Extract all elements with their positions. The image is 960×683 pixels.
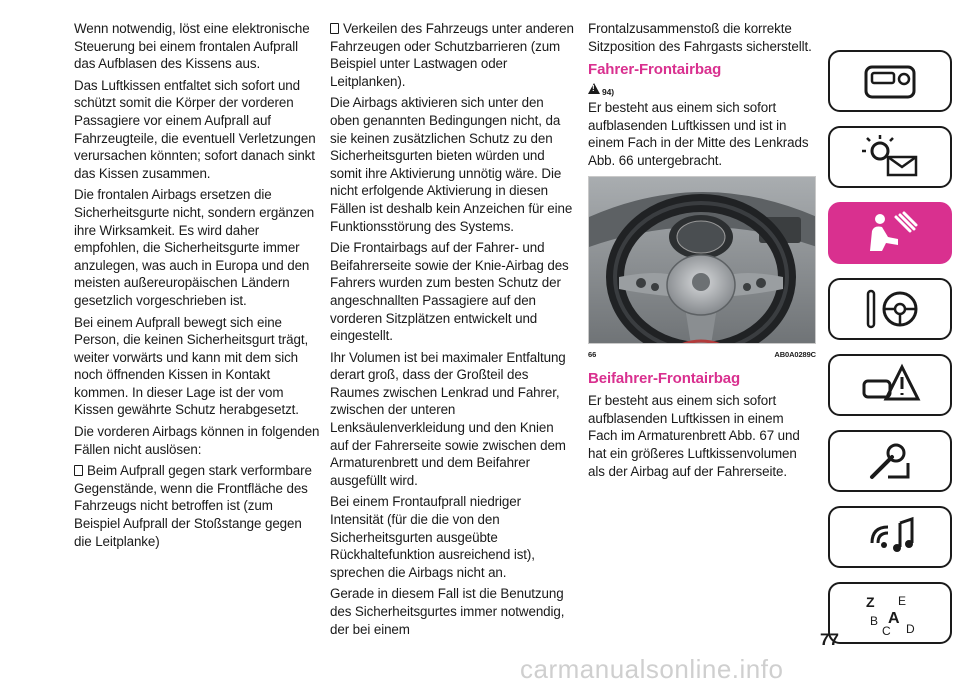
tab-road-hazard[interactable] [828,354,952,416]
tab-airbag-passenger[interactable] [828,202,952,264]
bullet-item [330,20,575,90]
tab-key-steering[interactable] [828,278,952,340]
paragraph: Die Frontairbags auf der Fahrer- und Beifahrerseite sowie der Knie-Airbag des Fahrers wurden zum besten Schutz der angeschnallten Passagiere auf den vorderen Sitzplätzen entwickelt und eingestellt. [330,240,569,344]
multimedia-icon [858,513,922,561]
paragraph: Er besteht aus einem sich sofort aufblasenden Luftkissen in einem Fach im Armaturenbrett Abb. 67 und hat ein größeres Luftkissenvolumen als der Airbag auf der Fahrerseite. [588,393,800,479]
svg-text:E: E [898,594,907,608]
paragraph: Die Airbags aktivieren sich unter den oben genannten Bedingungen nicht, da sie keinen zusätzlichen Schutz zu den Sicherheitsgurten bieten würden und somit ihre Aktivierung unnötig wäre. Die nicht erfolgende Aktivierung in diesen Fällen ist deshalb kein Anzeichen für eine Funktionsstörung des Systems. [330,95,573,234]
page-number: 77 [820,630,839,649]
svg-text:B: B [870,614,879,628]
paragraph: Die frontalen Airbags ersetzen die Sicherheitsgurte nicht, sondern ergänzen ihre Wirksamkeit. Es wird daher empfohlen, die Sicherheitsgurte immer anzulegen, was auch in Europa und den meisten außereuropäischen Ländern gesetzlich vorgeschrieben ist. [74,187,315,308]
svg-text:C: C [882,624,891,637]
bullet-item [74,462,320,550]
text-column-3 [588,20,816,484]
section-heading-driver-airbag: Fahrer-Frontairbag [588,61,722,79]
svg-text:A: A [888,610,900,627]
paragraph: Frontalzusammenstoß die korrekte Sitzposition des Fahrgasts sicherstellt. [588,21,812,54]
key-steering-wheel-icon [858,285,922,333]
svg-text:D: D [906,622,915,636]
paragraph: Ihr Volumen ist bei maximaler Entfaltung derart groß, dass der Großteil des Raumes zwischen Lenkrad und Fahrer, zwischen der unteren Lenksäulenverkleidung und den Knien auf der Fahrerseite sowie zwischen dem Armaturenbrett und dem Beifahrer ausgefüllt wird. [330,349,566,488]
warning-triangle-icon [588,83,600,94]
service-tools-icon [858,437,922,485]
tab-car-dashboard[interactable] [828,50,952,112]
car-dashboard-icon [858,57,922,105]
paragraph: Wenn notwendig, löst eine elektronische Steuerung bei einem frontalen Aufprall das Aufblasen des Kissens aus. [74,21,310,72]
warning-lights-icon [858,133,922,181]
bullet-text: Beim Aufprall gegen stark verformbare Gegenstände, wenn die Frontfläche des Fahrzeugs nicht betroffen ist (zum Beispiel Aufprall der Stoßstange gegen die Leitplanke) [74,463,312,549]
bullet-text: Verkeilen des Fahrzeugs unter anderen Fahrzeugen oder Schutzbarrieren (zum Beispiel unter Lastwagen oder Leitplanken). [330,21,574,89]
alphabetical-index-icon [858,589,922,637]
paragraph: Das Luftkissen entfaltet sich sofort und schützt somit die Körper der vorderen Passagiere vor einem Aufprall auf Fahrzeugteile, die eventuell Verletzungen verursachen könnten; sofort danach sinkt das Kissen zusammen. [74,77,316,181]
figure-code: AB0A0289C [774,349,816,359]
section-heading-passenger-airbag: Beifahrer-Frontairbag [588,370,741,388]
paragraph: Die vorderen Airbags können in folgenden Fällen nicht auslösen: [74,424,320,457]
paragraph: Bei einem Aufprall bewegt sich eine Person, die keinen Sicherheitsgurt trägt, weiter vorwärts und kann mit dem sich noch öffnenden Kissen in Kontakt kommen. In dieser Lage ist der vom Kissen gewährte Schutz herabgesetzt. [74,314,309,418]
paragraph: Er besteht aus einem sich sofort aufblasenden Luftkissen und ist in einem Fach in der Mitte des Lenkrads Abb. 66 untergebracht. [588,100,809,168]
steering-wheel-illustration [589,177,816,344]
paragraph: Bei einem Frontaufprall niedriger Intensität (für die die von den Sicherheitsgurten ausgeübte Rückhaltefunktion ausreichend ist), sprechen die Airbags nicht an. [330,494,535,580]
warning-reference-number: 94) [602,87,614,98]
steering-wheel-figure [588,176,816,344]
svg-text:Z: Z [866,594,875,610]
tab-warning-lights[interactable] [828,126,952,188]
text-column-1 [74,20,320,554]
warning-reference [588,83,816,97]
figure-caption [588,346,816,364]
tab-alphabetical-index[interactable] [828,582,952,644]
text-column-2 [330,20,575,642]
road-hazard-icon [858,361,922,409]
tab-service-tools[interactable] [828,430,952,492]
airbag-passenger-icon [858,209,922,257]
bullet-icon [330,23,339,34]
bullet-icon [74,465,83,476]
figure-number: 66 [588,349,597,359]
watermark: carmanualsonline.info [520,654,784,683]
paragraph: Gerade in diesem Fall ist die Benutzung des Sicherheitsgurtes immer notwendig, der bei einem [330,586,565,637]
tab-multimedia[interactable] [828,506,952,568]
